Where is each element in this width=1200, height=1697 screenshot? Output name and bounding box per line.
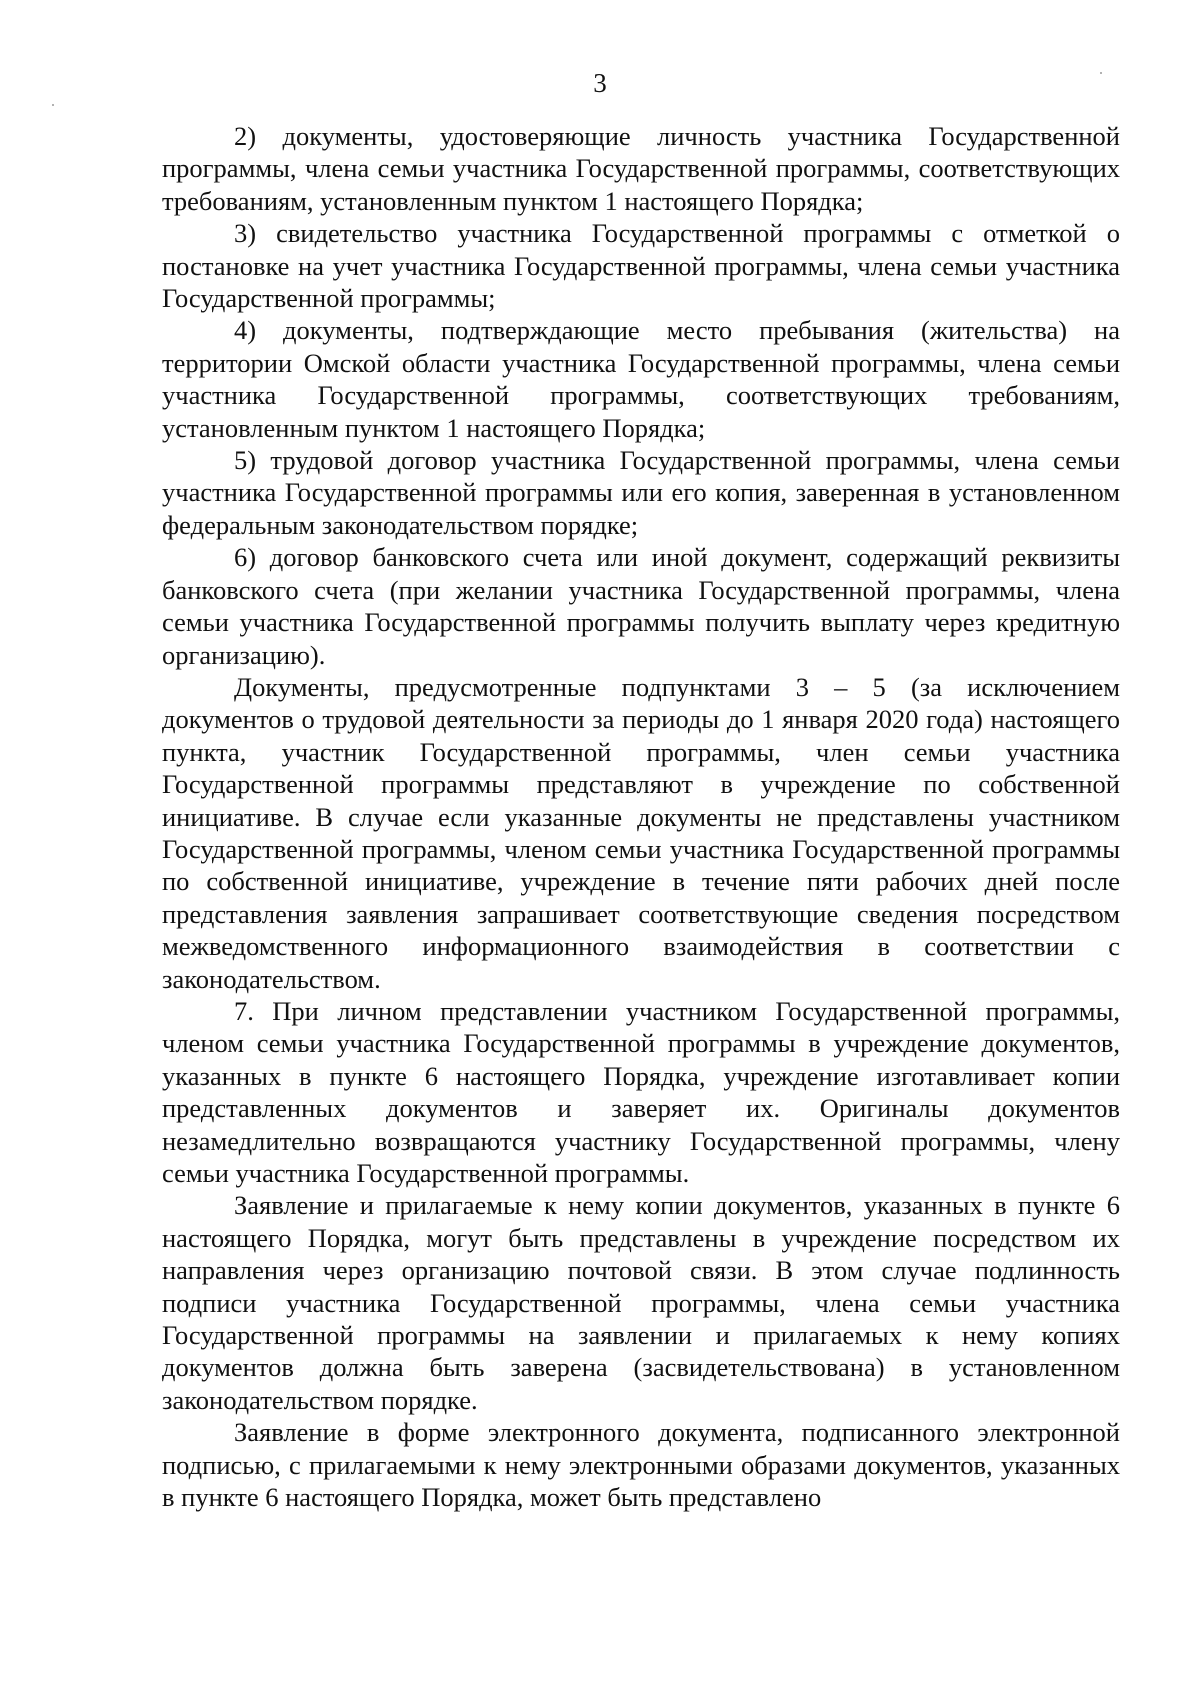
page-number: 3 — [593, 68, 607, 98]
paragraph-item-4-residence-documents: 4) документы, подтверждающие место пребывания (жительства) на территории Омской области участника Государственной программы, члена семьи участника Государственной программы, соответствующих требованиям, установленным пунктом 1 настоящего Порядка; — [162, 315, 1120, 443]
paragraph-item-3-participant-certificate: 3) свидетельство участника Государственной программы с отметкой о постановке на учет участника Государственной программы, члена семьи участника Государственной программы; — [162, 218, 1120, 314]
paragraph-item-7-personal-submission: 7. При личном представлении участником Государственной программы, членом семьи участника Государственной программы в учреждение документов, указанных в пункте 6 настоящего Порядка, учреждение изготавливает копии представленных документов и заверяет их. Оригиналы документов незамедлительно возвращаются участнику Государственной программы, члену семьи участника Государственной программы. — [162, 995, 1120, 1188]
paragraph-electronic-submission: Заявление в форме электронного документа, подписанного электронной подписью, с прилагаемыми к нему электронными образами документов, указанных в пункте 6 настоящего Порядка, может быть представлено — [162, 1417, 1120, 1513]
paragraph-item-2-identity-documents: 2) документы, удостоверяющие личность участника Государственной программы, члена семьи участника Государственной программы, соответствующих требованиям, установленным пунктом 1 настоящего Порядка; — [162, 121, 1120, 216]
paragraph-documents-own-initiative: Документы, предусмотренные подпунктами 3 – 5 (за исключением документов о трудовой деятельности за периоды до 1 января 2020 года) настоящего пункта, участник Государственной программы, член семьи участника Государственной программы представляют в учреждение по собственной инициативе. В случае если указанные документы не представлены участником Государственной программы, членом семьи участника Государственной программы по собственной инициативе, учреждение в течение пяти рабочих дней после представления заявления запрашивает соответствующие сведения посредством межведомственного информационного взаимодействия в соответствии с законодательством. — [162, 671, 1120, 994]
scan-speck — [52, 104, 54, 106]
document-body — [162, 120, 1120, 1513]
paragraph-postal-submission: Заявление и прилагаемые к нему копии документов, указанных в пункте 6 настоящего Порядка, могут быть представлены в учреждение посредством их направления через организацию почтовой связи. В этом случае подлинность подписи участника Государственной программы, члена семьи участника Государственной программы на заявлении и прилагаемых к нему копиях документов должна быть заверена (засвидетельствована) в установленном законодательством порядке. — [162, 1190, 1120, 1415]
scan-speck — [1100, 72, 1102, 74]
paragraph-item-6-bank-account-agreement: 6) договор банковского счета или иной документ, содержащий реквизиты банковского счета (при желании участника Государственной программы, члена семьи участника Государственной программы получить выплату через кредитную организацию). — [162, 542, 1120, 670]
paragraph-item-5-employment-contract: 5) трудовой договор участника Государственной программы, члена семьи участника Государственной программы или его копия, заверенная в установленном федеральным законодательством порядке; — [162, 445, 1120, 540]
